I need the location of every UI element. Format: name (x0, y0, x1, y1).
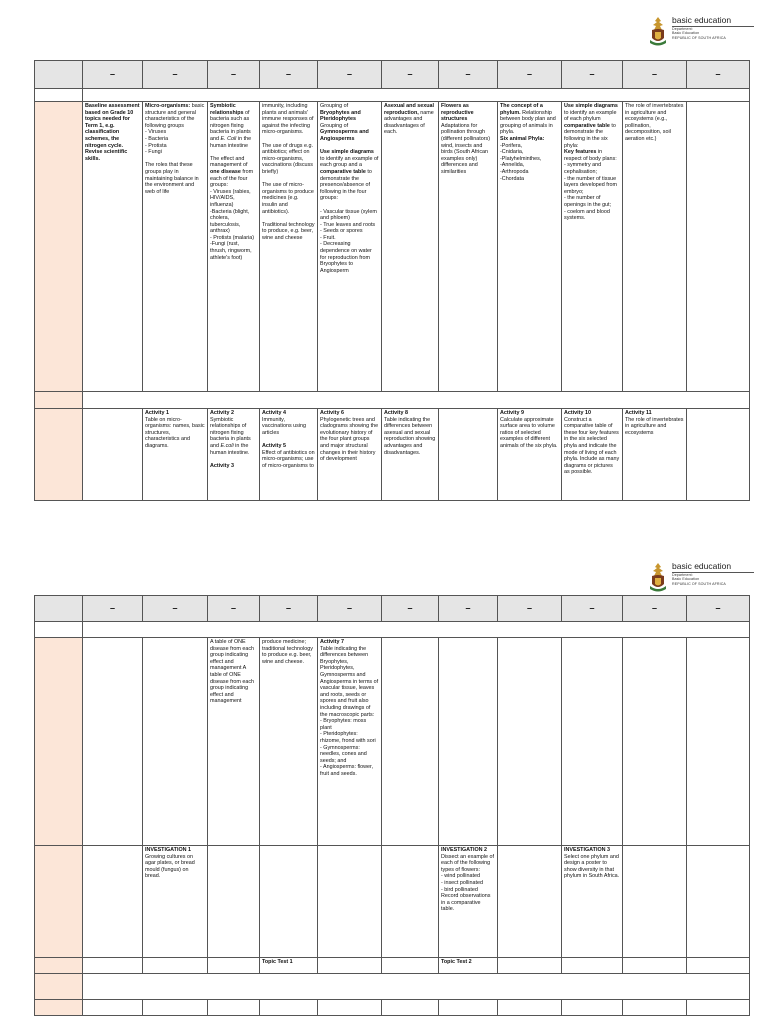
header-cell-6: – (382, 596, 439, 622)
content-cell-6: Asexual and sexual reproduction, name advantages and disadvantages of each. (382, 102, 439, 392)
investigation-cell-11 (687, 846, 750, 958)
content-cell-3: Symbiotic relationships of bacteria such as nitrogen fixing bacteria in plants and E. Coli in the human intestine The effect and management of one disease from each of the four groups: - Viruses (rabies, HIV/AIDS, influenza) -Bacteria (blight, cholera, tuberculosis, anthrax) - Protists (malaria) -Fungi (rust, thrush, ringworm, athlete's foot) (208, 102, 260, 392)
activity-cell-8: Activity 9 Calculate approximate surface area to volume ratios of selected examples of different animals of the six phyla. (498, 409, 562, 501)
header-cell-2: – (143, 61, 208, 89)
activity-cell-11 (687, 409, 750, 501)
test-cell-11 (687, 958, 750, 974)
investigation-cell-9: INVESTIGATION 3 Select one phylum and design a poster to show diversity in that phylum in South Africa. (562, 846, 623, 958)
header-cell-4: – (260, 596, 318, 622)
content-cell-2: Micro-organisms: basic structure and general characteristics of the following groups - Viruses - Bacteria - Protista - Fungi The roles that these groups play in maintaining balance in the environment and web of life (143, 102, 208, 392)
test-cell-9 (562, 958, 623, 974)
header-cell-6: – (382, 61, 439, 89)
content-row (35, 638, 750, 846)
content-cell-7: Flowers as reproductive structures Adaptations for pollination through (different pollinators) wind, insects and birds (South African examples only) differences and similarities (439, 102, 498, 392)
header-cell-3: – (208, 61, 260, 89)
content-cell-4: produce medicine; traditional technology to produce e.g. beer, wine and cheese. (260, 638, 318, 846)
spacer-row (35, 622, 750, 638)
content-cell-1 (83, 638, 143, 846)
content-cell-5: Grouping of Bryophytes and Pteridophytes Grouping of Gymnosperms and Angiosperms Use simple diagrams to identify an example of each group and a comparative table to demonstrate the presence/absence of following in the four groups: - Vascular tissue (xylem and phloem) - True leaves and roots - Seeds or spores - Fruit. - Decreasing dependence on water for reproduction from Bryophytes to Angiosperm (318, 102, 382, 392)
header-cell-5: – (318, 61, 382, 89)
header-row (35, 596, 750, 622)
logo-line-2: Basic Education (672, 31, 700, 36)
content-cell-5: Activity 7 Table indicating the differences between Bryophytes, Pteridophytes, Gymnosperms and Angiosperms in terms of vascular tissue, leaves and roots, seeds or spores and fruit also including drawings of the macroscopic parts: - Bryophytes: moss plant - Pteridophytes: rhizome, frond with sori - Gymnosperms: needles, cones and seeds; and - Angiosperms: flower, fruit and seeds. (318, 638, 382, 846)
content-cell-9: Use simple diagrams to identify an example of each phylum comparative table to demonstrate the following in the six phyla: Key features in respect of body plans: - symmetry and cephalisation; - the number of tissue layers developed from embryo; - the number of openings in the gut; - coelom and blood systems. (562, 102, 623, 392)
activity-cell-9: Activity 10 Construct a comparative table of these four key features in the six selected phyla and indicate the mode of living of each phyla. Include as many diagrams or pictures as possible. (562, 409, 623, 501)
activity-cell-6: Activity 8 Table indicating the differences between asexual and sexual reproduction showing advantages and disadvantages. (382, 409, 439, 501)
investigation-cell-1 (83, 846, 143, 958)
investigation-cell-2: INVESTIGATION 1 Growing cultures on agar plates, or bread mould (fungus) on bread. (143, 846, 208, 958)
coat-of-arms-icon (647, 562, 669, 594)
investigation-cell-10 (623, 846, 687, 958)
content-cell-3: A table of ONE disease from each group indicating effect and management A table of ONE disease from each group indicating effect and management (208, 638, 260, 846)
investigation-cell-4 (260, 846, 318, 958)
term-plan-table-page-1 (34, 60, 750, 501)
test-cell-2 (143, 958, 208, 974)
test-cell-5 (318, 958, 382, 974)
test-cell-4: Topic Test 1 (260, 958, 318, 974)
header-cell-4: – (260, 61, 318, 89)
content-cell-6 (382, 638, 439, 846)
logo-title: basic education (672, 562, 754, 573)
test-cell-10 (623, 958, 687, 974)
content-cell-10 (623, 638, 687, 846)
empty-row-2 (35, 1000, 750, 1016)
activities-row (35, 409, 750, 501)
header-cell-7: – (439, 61, 498, 89)
content-cell-8: The concept of a phylum. Relationship between body plan and grouping of animals in phyla. Six animal Phyla: -Porifera, -Cnidaria, -Platyhelminthes, -Annelida, -Arthropoda -Chordata (498, 102, 562, 392)
test-cell-3 (208, 958, 260, 974)
test-cell-6 (382, 958, 439, 974)
empty-row-1 (35, 974, 750, 1000)
activity-cell-10: Activity 11 The role of invertebrates in agriculture and ecosystems (623, 409, 687, 501)
investigation-cell-6 (382, 846, 439, 958)
header-cell-11: – (687, 61, 750, 89)
topic-tests-row (35, 958, 750, 974)
activity-cell-1 (83, 409, 143, 501)
header-cell-7: – (439, 596, 498, 622)
header-cell-8: – (498, 596, 562, 622)
investigation-cell-7: INVESTIGATION 2 Dissect an example of each of the following types of flowers: - wind pollinated - insect pollinated - bird pollinated Record observations in a comparative table. (439, 846, 498, 958)
test-cell-8 (498, 958, 562, 974)
header-cell-1: – (83, 596, 143, 622)
header-cell-10: – (623, 61, 687, 89)
activity-cell-3: Activity 2 Symbiotic relationships of nitrogen fixing bacteria in plants and E.coli in the human intestine. Activity 3 (208, 409, 260, 501)
content-cell-9 (562, 638, 623, 846)
activity-cell-2: Activity 1 Table on micro-organisms: names, basic structures, characteristics and diagrams. (143, 409, 208, 501)
content-cell-7 (439, 638, 498, 846)
investigations-row (35, 846, 750, 958)
logo-title: basic education (672, 16, 754, 27)
content-row (35, 102, 750, 392)
header-cell-5: – (318, 596, 382, 622)
content-cell-2 (143, 638, 208, 846)
spacer-row (35, 89, 750, 102)
logo-line-2: Basic Education (672, 577, 700, 582)
investigation-cell-8 (498, 846, 562, 958)
test-cell-7: Topic Test 2 (439, 958, 498, 974)
logo-line-1: Department: (672, 572, 693, 577)
content-cell-8 (498, 638, 562, 846)
content-cell-10: The role of invertebrates in agriculture and ecosystems (e.g., pollination, decomposition, soil aeration etc.) (623, 102, 687, 392)
header-row (35, 61, 750, 89)
logo-line-3: REPUBLIC OF SOUTH AFRICA (672, 35, 726, 40)
activity-cell-7 (439, 409, 498, 501)
header-cell-8: – (498, 61, 562, 89)
header-cell-9: – (562, 596, 623, 622)
spacer-row-2 (35, 392, 750, 409)
department-logo (647, 16, 754, 48)
investigation-cell-3 (208, 846, 260, 958)
logo-line-1: Department: (672, 26, 693, 31)
content-cell-1: Baseline assessment based on Grade 10 topics needed for Term 1, e.g. classification schemes, the nitrogen cycle. Revise scientific skills. (83, 102, 143, 392)
header-cell-10: – (623, 596, 687, 622)
term-plan-table-page-2 (34, 595, 750, 1016)
content-cell-4: immunity, including plants and animals' immune responses of against the infecting micro-organisms. The use of drugs e.g. antibiotics; effect on micro-organisms, vaccinations (discuss briefly) The use of micro-organisms to produce medicines (e.g. insulin and antibiotics). Traditional technology to produce, e.g. beer, wine and cheese (260, 102, 318, 392)
investigation-cell-5 (318, 846, 382, 958)
activity-cell-4: Activity 4 Immunity, vaccinations using articles Activity 5 Effect of antibiotics on micro-organisms; use of micro-organisms to (260, 409, 318, 501)
header-cell-3: – (208, 596, 260, 622)
header-cell-11: – (687, 596, 750, 622)
header-cell-2: – (143, 596, 208, 622)
department-logo-page-2 (647, 562, 754, 594)
test-cell-1 (83, 958, 143, 974)
logo-line-3: REPUBLIC OF SOUTH AFRICA (672, 581, 726, 586)
header-cell-9: – (562, 61, 623, 89)
header-cell-1: – (83, 61, 143, 89)
content-cell-11 (687, 102, 750, 392)
content-cell-11 (687, 638, 750, 846)
coat-of-arms-icon (647, 16, 669, 48)
activity-cell-5: Activity 6 Phylogenetic trees and cladograms showing the evolutionary history of the four plant groups and major structural changes in their history of development (318, 409, 382, 501)
